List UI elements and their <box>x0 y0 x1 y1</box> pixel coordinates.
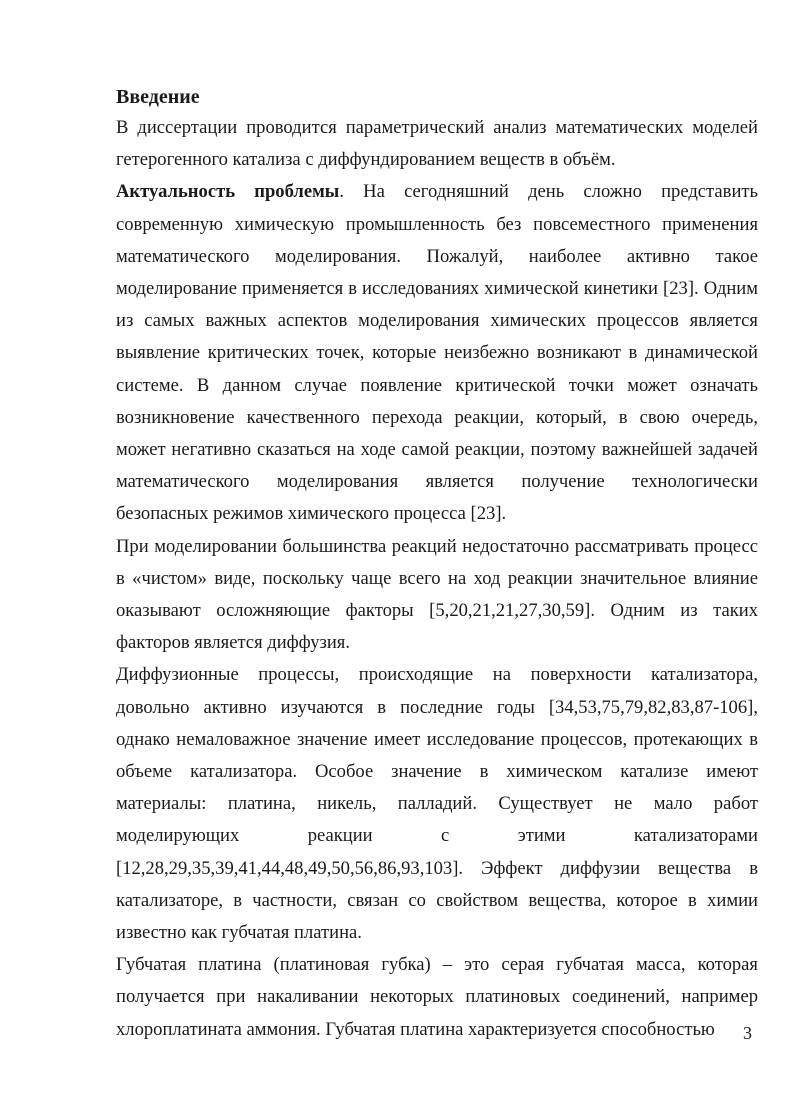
paragraph-platinum-sponge <box>116 949 758 1046</box>
page-number: 3 <box>743 1023 752 1043</box>
paragraph-text: Губчатая платина (платиновая губка) – это серая губчатая масса, которая получается при накаливании некоторых платиновых соединений, например хлороплатината аммония. Губчатая платина характеризуется способностью <box>116 954 758 1040</box>
paragraph-text: Диффузионные процессы, происходящие на поверхности катализатора, довольно активно изучаются в последние годы [34,53,75,79,82,83,87-106], однако немаловажное значение имеет исследование процессов, протекающих в объеме катализатора. Особое значение в химическом катализе имеют материалы: платина, никель, палладий. Существует не мало работ моделирующих реакции с этими катализаторами [12,28,29,35,39,41,44,48,49,50,56,86,93,103]. Эффект диффузии вещества в катализаторе, в частности, связан со свойством вещества, которое в химии известно как губчатая платина. <box>116 664 758 944</box>
paragraph-text: При моделировании большинства реакций недостаточно рассматривать процесс в «чистом» виде, поскольку чаще всего на ход реакции значительное влияние оказывают осложняющие факторы [5,20,21,21,27,30,59]. Одним из таких факторов является диффузия. <box>116 535 758 654</box>
paragraph-diffusion <box>116 659 758 949</box>
paragraph-lead: Актуальность проблемы <box>116 181 340 203</box>
paragraph-intro <box>116 112 758 176</box>
paragraph-text: . На сегодняшний день сложно представить современную химическую промышленность без повсеместного применения математического моделирования. Пожалуй, наиболее активно такое моделирование применяется в исследованиях химической кинетики [23]. Одним из самых важных аспектов моделирования химических процессов является выявление критических точек, которые неизбежно возникают в динамической системе. В данном случае появление критической точки может означать возникновение качественного перехода реакции, который, в свою очередь, может негативно сказаться на ходе самой реакции, поэтому важнейшей задачей математического моделирования является получение технологически безопасных режимов химического процесса [23]. <box>116 181 758 525</box>
paragraph-text: В диссертации проводится параметрический анализ математических моделей гетерогенного катализа с диффундированием веществ в объём. <box>116 117 758 171</box>
body-text <box>116 112 758 1046</box>
paragraph-complicating-factors <box>116 531 758 660</box>
section-heading: Введение <box>116 86 200 108</box>
paragraph-relevance <box>116 176 758 530</box>
